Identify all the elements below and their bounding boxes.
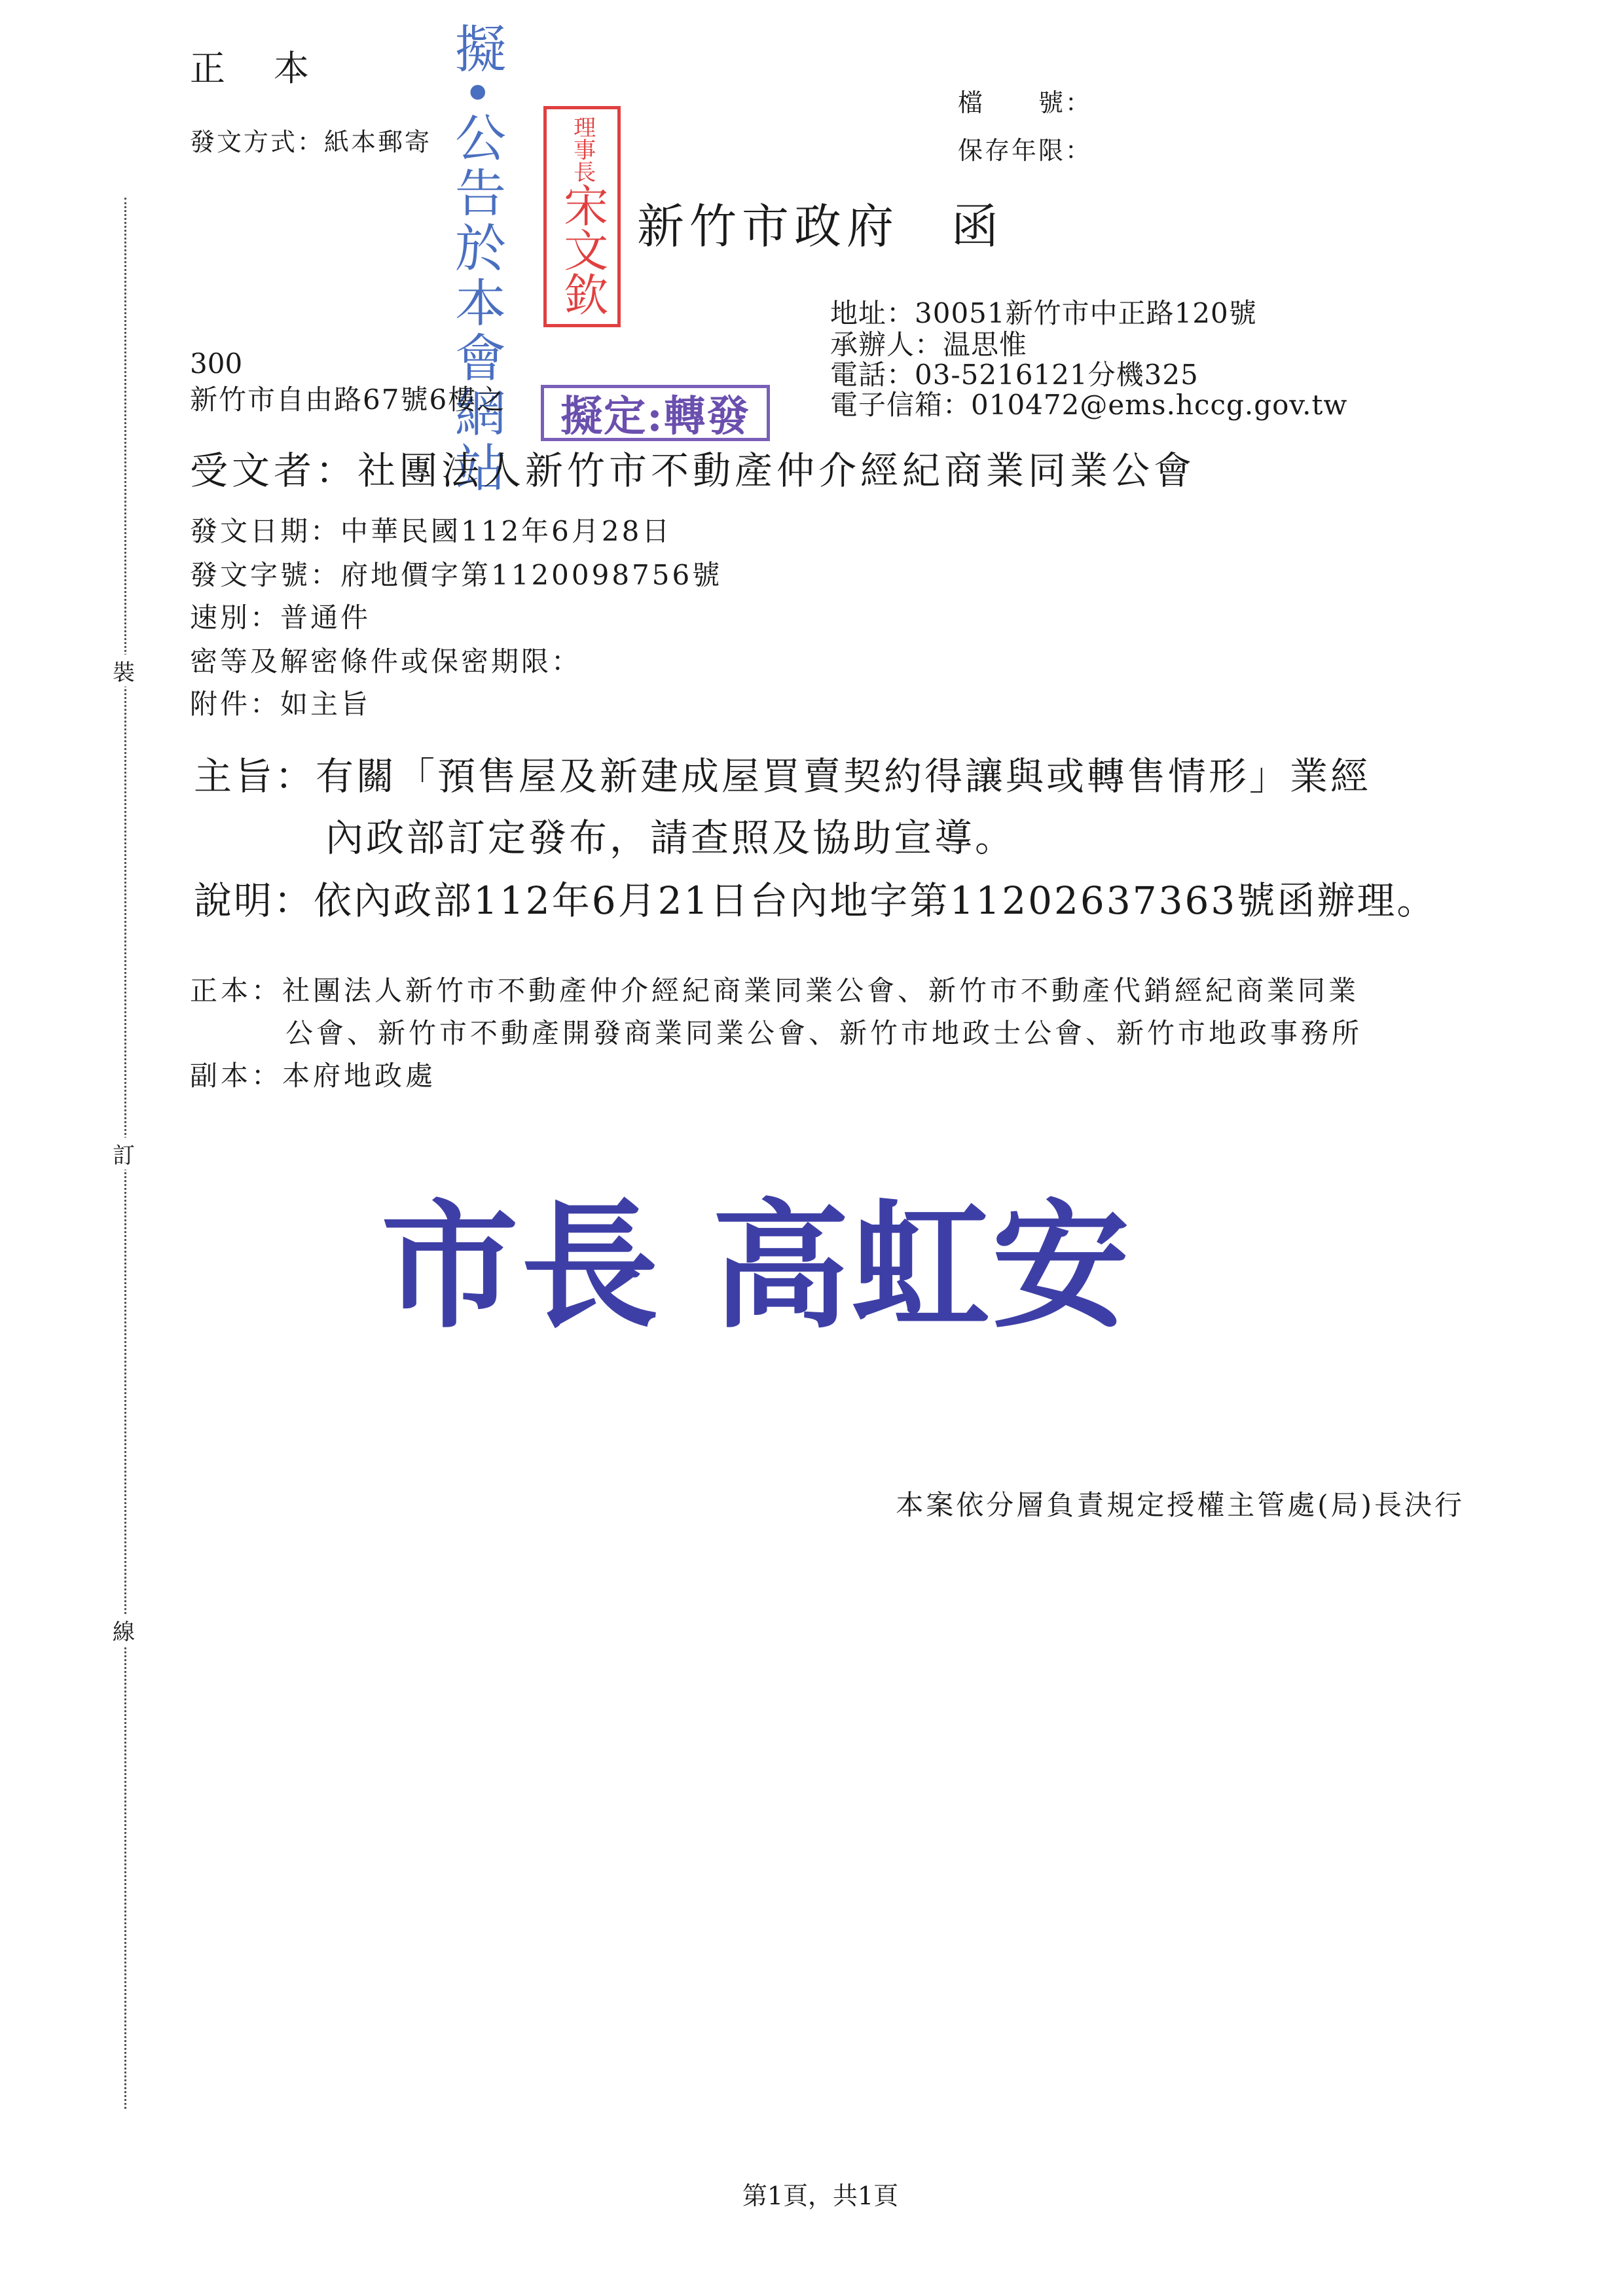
recipient: 受文者：社團法人新竹市不動產仲介經紀商業同業公會 [190,448,1196,493]
attachment: 附件：如主旨 [190,688,371,720]
subject-line-2: 內政部訂定發布，請查照及協助宣導。 [325,816,1016,860]
issue-date: 發文日期：中華民國112年6月28日 [190,515,672,547]
sender-address: 地址：30051新竹市中正路120號 [830,297,1257,329]
annotation-stamp: 擬•公告於本會網站 [447,22,505,497]
sender-phone: 電話：03-5216121分機325 [830,359,1199,391]
chairman-name: 宋文欽 [556,183,608,316]
postal-code: 300 [190,348,243,380]
chairman-title: 理事長 [569,116,596,183]
delegation-note: 本案依分層負責規定授權主管處(局)長決行 [896,1489,1465,1521]
forward-stamp: 擬定:轉發 [541,385,770,441]
security-level: 密等及解密條件或保密期限： [190,645,582,677]
binding-label-ding: 訂 [113,1138,135,1170]
explanation: 說明：依內政部112年6月21日台內地字第1120263736​3號函辦理。 [194,878,1437,923]
copy-type: 正 本 [190,48,316,89]
speed: 速別：普通件 [190,601,371,634]
binding-label-xian: 線 [113,1614,135,1646]
document-title: 新竹市政府 函 [637,199,1004,254]
recipient-street: 新竹市自由路67號6樓之 [190,384,506,416]
delivery-method: 發文方式：紙本郵寄 [190,128,432,156]
original-recipients-line-2: 公會、新竹市不動產開發商業同業公會、新竹市地政士公會、新竹市地政事務所 [285,1017,1363,1049]
reference-number: 發文字號：府地價字第1120098756號 [190,559,723,591]
chairman-seal [543,106,621,327]
mayor-signature-seal: 市長 高虹安 [381,1185,1133,1347]
subject-line-1: 主旨：有關「預售屋及新建成屋買賣契約得讓與或轉售情形」業經 [194,754,1372,798]
binding-label-zhuang: 裝 [113,655,135,687]
copy-recipients: 副本：本府地政處 [190,1060,437,1092]
original-recipients-line-1: 正本：社團法人新竹市不動產仲介經紀商業同業公會、新竹市不動產代銷經紀商業同業 [190,975,1360,1007]
sender-email: 電子信箱：010472@ems.hccg.gov.tw [830,389,1348,421]
file-number-label: 檔 號： [958,88,1093,117]
sender-handler: 承辦人：温思惟 [830,329,1028,361]
retention-label: 保存年限： [958,136,1093,165]
page-footer: 第1頁，共1頁 [742,2181,899,2210]
